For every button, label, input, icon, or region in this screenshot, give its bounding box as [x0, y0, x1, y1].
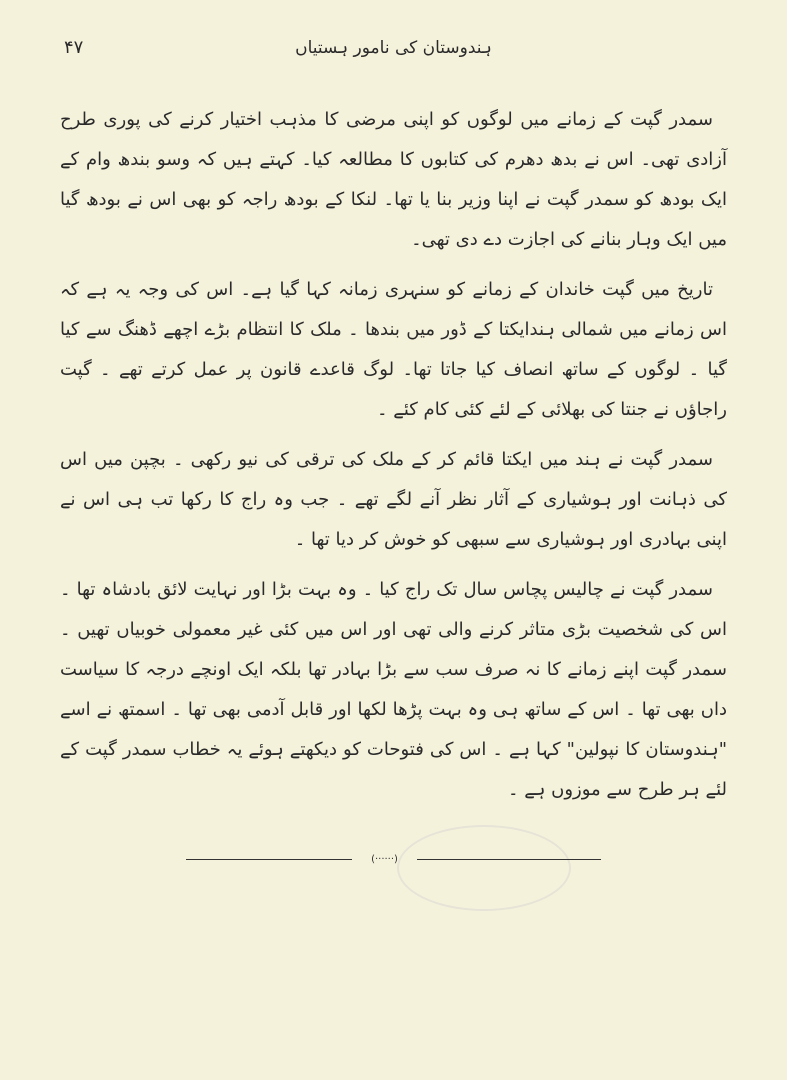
divider-line-right [417, 859, 601, 860]
paragraph: سمدر گپت نے ہند میں ایکتا قائم کر کے ملک کی ترقی کی نیو رکھی ۔ بچپن میں اس کی ذہانت اور ہوشیاری کے آثار نظر آنے لگے تھے ۔ جب وہ راج کا رکھا تب ہی اس نے اپنی بہادری اور ہوشیاری سے سبھی کو خوش کر دیا تھا ۔ [60, 449, 727, 550]
paragraph: تاریخ میں گپت خاندان کے زمانے کو سنہری زمانہ کہا گیا ہے۔ اس کی وجہ یہ ہے کہ اس زمانے میں شمالی ہندایکتا کے ڈور میں بندھا ۔ ملک کا انتظام بڑے اچھے ڈھنگ سے کیا گیا ۔ لوگوں کے ساتھ انصاف کیا جاتا تھا۔ لوگ قاعدے قانون پر عمل کرتے تھے ۔ گپت راجاؤں نے جنتا کی بھلائی کے لئے کئی کام کئے ۔ [60, 279, 727, 420]
faint-library-stamp [397, 825, 571, 911]
running-title: ہندوستان کی نامور ہستیاں [295, 38, 492, 58]
divider-line-left [186, 859, 352, 860]
page-number: ۴۷ [64, 37, 84, 58]
paragraph: سمدر گپت کے زمانے میں لوگوں کو اپنی مرضی کا مذہب اختیار کرنے کی پوری طرح آزادی تھی۔ اس نے بدھ دھرم کی کتابوں کا مطالعہ کیا۔ کہتے ہیں کہ وسو بندھ وام کے ایک بودھ کو سمدر گپت نے اپنا وزیر بنا یا تھا۔ لنکا کے بودھ راجہ کو بھی اس نے بودھ گیا میں ایک وہار بنانے کی اجازت دے دی تھی۔ [60, 109, 727, 250]
section-divider [186, 853, 601, 867]
page-header [64, 36, 723, 66]
page-body [60, 100, 727, 820]
paragraph: سمدر گپت نے چالیس پچاس سال تک راج کیا ۔ وہ بہت بڑا اور نہایت لائق بادشاہ تھا ۔ اس کی شخصیت بڑی متاثر کرنے والی تھی اور اس میں کئی غیر معمولی خوبیاں تھیں ۔ سمدر گپت اپنے زمانے کا نہ صرف سب سے بڑا بہادر تھا بلکہ ایک اونچے درجہ کا سیاست داں بھی تھا ۔ اس کے ساتھ ہی وہ بہت پڑھا لکھا اور قابل آدمی بھی تھا ۔ اسمتھ نے اسے "ہندوستان کا نپولین" کہا ہے ۔ اس کی فتوحات کو دیکھتے ہوئے یہ خطاب سمدر گپت کے لئے ہر طرح سے موزوں ہے ۔ [60, 579, 727, 800]
divider-ornament: (······) [371, 854, 398, 865]
